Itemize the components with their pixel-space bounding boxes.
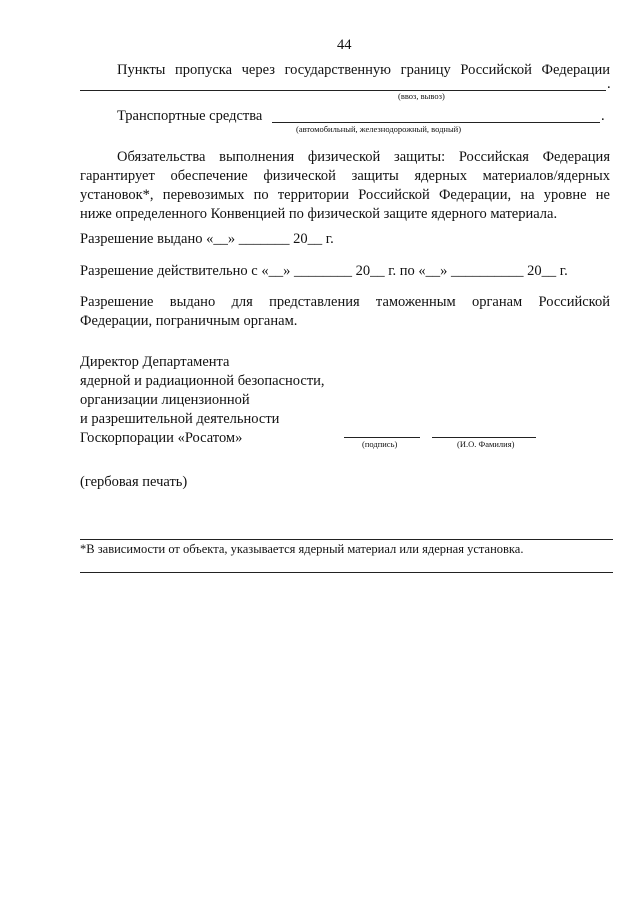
transport-period: . <box>601 108 605 124</box>
signatory-line-4: и разрешительной деятельности <box>80 411 280 427</box>
obligations-line-3: установок*, перевозимых по территории Российской Федерации, на уровне не <box>80 187 610 203</box>
border-crossing-fill-line <box>80 90 606 91</box>
page-number: 44 <box>337 37 352 53</box>
border-crossing-period: . <box>607 76 611 92</box>
signatory-line-3: организации лицензионной <box>80 392 250 408</box>
obligations-line-2: гарантирует обеспечение физической защиты ядерных материалов/ядерных <box>80 168 610 184</box>
seal-note: (гербовая печать) <box>80 474 188 490</box>
signatory-line-1: Директор Департамента <box>80 354 230 370</box>
signature-caption: (подпись) <box>362 439 398 449</box>
signature-line <box>344 437 420 438</box>
transport-fill-line <box>272 122 600 123</box>
border-crossing-text: Пункты пропуска через государственную границу Российской Федерации <box>117 62 610 78</box>
name-caption: (И.О. Фамилия) <box>457 439 515 449</box>
issued-date-line: Разрешение выдано «__» _______ 20__ г. <box>80 231 334 247</box>
obligations-line-4: ниже определенного Конвенцией по физической защите ядерного материала. <box>80 206 558 222</box>
transport-label: Транспортные средства <box>117 108 263 124</box>
purpose-line-2: Федерации, пограничным органам. <box>80 313 298 329</box>
footnote-text: *В зависимости от объекта, указывается ядерный материал или ядерная установка. <box>80 542 524 556</box>
border-crossing-caption: (ввоз, вывоз) <box>398 91 445 101</box>
transport-caption: (автомобильный, железнодорожный, водный) <box>296 124 462 134</box>
obligations-line-1: Обязательства выполнения физической защиты: Российская Федерация <box>117 149 610 165</box>
purpose-line-1: Разрешение выдано для представления таможенным органам Российской <box>80 294 610 310</box>
footnote-bottom-rule <box>80 572 613 573</box>
signatory-line-2: ядерной и радиационной безопасности, <box>80 373 325 389</box>
footnote-top-rule <box>80 539 613 540</box>
name-line <box>432 437 536 438</box>
valid-period-line: Разрешение действительно с «__» ________ 20__ г. по «__» __________ 20__ г. <box>80 263 568 279</box>
signatory-line-5: Госкорпорации «Росатом» <box>80 430 243 446</box>
